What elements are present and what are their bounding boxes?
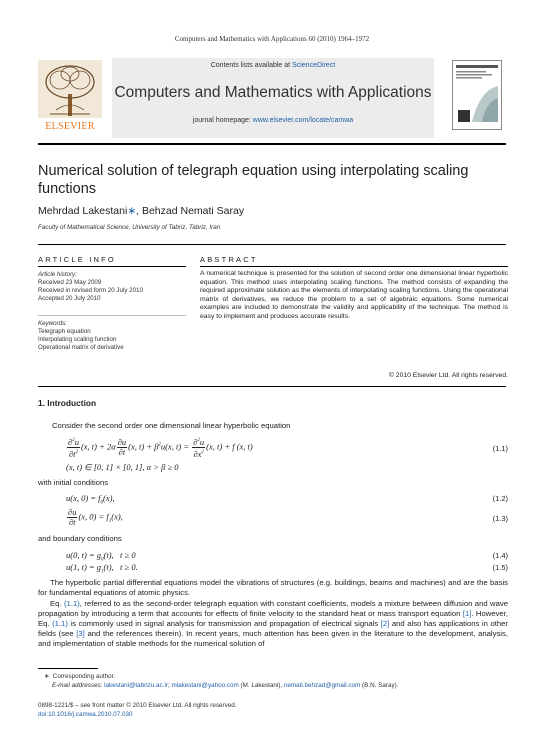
text-run: , referred to as the second-order telegraph equation with constant coefficients, models a mixture between diffusion and wave propagation by introducing a term that accounts for effects of finite velocity to the standard heat or mass transport equation — [38, 599, 509, 618]
keyword: Telegraph equation — [38, 328, 91, 335]
equation-1-3: $\frac{\partial u}{\partial t}$ (x, $0) = f_1(x)$, — [68, 507, 123, 527]
paragraph-telegraph — [38, 599, 508, 649]
text-run: (M. Lakestani), — [238, 682, 284, 689]
doi-text[interactable]: doi:10.1016/j.camwa.2010.07.030 — [38, 711, 133, 718]
accepted-date: Accepted 20 July 2010 — [38, 295, 101, 302]
footnote-text: Corresponding author. — [52, 673, 116, 680]
equation-number: (1.3) — [492, 514, 508, 523]
sciencedirect-link[interactable]: ScienceDirect — [292, 62, 336, 69]
affiliation: Faculty of Mathematical Science, University of Tabriz, Tabriz, Iran — [38, 224, 221, 231]
abstract-header: ABSTRACT — [200, 255, 258, 264]
author-name: Behzad Nemati Saray — [141, 205, 245, 217]
journal-banner — [112, 58, 434, 138]
citation-link[interactable]: [1] — [462, 609, 472, 618]
equation-number: (1.1) — [492, 444, 508, 453]
article-history — [38, 271, 188, 303]
text-run: (B.N. Saray). — [360, 682, 399, 689]
equation-lhs: u(x, 0) = f — [66, 493, 101, 503]
equation-1-1: $\frac{\partial^2u}{\partial t^2}$ (x, t) + 2α $\frac{\partial u}{\partial t}$ (x, $t) + \beta^2u(x$, t) = $\frac{\partial^2u}{\partial x^2}$ (x, t) + f (x, t) — [68, 436, 253, 459]
homepage-link[interactable]: www.elsevier.com/locate/camwa — [252, 117, 354, 124]
equation-ref[interactable]: (1.1) — [52, 619, 68, 628]
header-rule — [38, 143, 506, 145]
equation-1-4: u(0, $t) = g_0(t)$, t ≥ 0 — [66, 550, 136, 563]
email-link[interactable]: nemati.behzad@gmail.com — [283, 682, 361, 689]
article-info-header: ARTICLE INFO — [38, 255, 116, 264]
equation-lhs: u(1, t) = g — [66, 562, 102, 572]
citation-link[interactable]: [3] — [76, 629, 85, 638]
equation-ref[interactable]: (1.1) — [63, 599, 80, 608]
keywords-label: Keywords: — [38, 320, 67, 327]
keyword: Operational matrix of derivative — [38, 344, 124, 351]
initial-conditions-text: with initial conditions — [38, 478, 109, 487]
email-footnote — [52, 682, 398, 690]
corresponding-author-mark[interactable]: ∗ — [127, 205, 137, 217]
footnote-rule — [38, 668, 98, 669]
author-list — [38, 205, 244, 217]
intro-paragraph: Consider the second order one dimensional linear hyperbolic equation — [52, 421, 291, 430]
email-label: E-mail addresses: — [52, 682, 103, 689]
email-link[interactable]: lakestani@tabrizu.ac.ir — [104, 682, 168, 689]
abstract-rule — [200, 266, 508, 267]
equation-lhs: u(0, t) = g — [66, 550, 102, 560]
running-header: Computers and Mathematics with Applications 60 (2010) 1964–1972 — [174, 35, 370, 43]
text-run: and the references therein). In recent years, much attention has been given in the literature to the development, analysis, and implementation of stable methods for the numerical solution of — [38, 629, 508, 648]
citation-link[interactable]: [2] — [380, 619, 390, 628]
paragraph-hyperbolic: The hyperbolic partial differential equations model the vibrations of structures (e.g. buildings, beams and machines) and are the basis for fundamental equations of atomic physics. — [38, 578, 508, 597]
keyword: Interpolating scaling function — [38, 336, 117, 343]
issn-line: 0898-1221/$ – see front matter © 2010 Elsevier Ltd. All rights reserved. — [38, 702, 237, 709]
email-link[interactable]: mlakestani@yahoo.com — [171, 682, 239, 689]
corresponding-footnote — [44, 673, 115, 681]
journal-cover-image — [452, 60, 502, 130]
elsevier-tree-logo — [38, 60, 102, 126]
contents-line — [112, 62, 434, 69]
text-run: ; — [167, 682, 172, 689]
equation-1-2: u(x, $0) = f_0(x)$, — [66, 493, 115, 506]
text-run: is commonly used in signal analysis for transmission and propagation of electrical signals — [67, 619, 381, 628]
info-rule — [38, 244, 506, 245]
equation-1-5: u(1, $t) = g_1(t)$, t ≥ 0. — [66, 562, 138, 575]
doi-link[interactable] — [38, 711, 133, 719]
text-run: . However, Eq. — [38, 609, 508, 628]
abstract-end-rule — [38, 386, 506, 387]
paper-title: Numerical solution of telegraph equation using interpolating scaling functions — [38, 163, 469, 197]
received-date: Received 23 May 2009 — [38, 279, 102, 286]
contents-prefix: Contents lists available at — [210, 62, 293, 69]
copyright-line: © 2010 Elsevier Ltd. All rights reserved. — [388, 372, 508, 379]
revised-date: Received in revised form 20 July 2010 — [38, 287, 143, 294]
equation-number: (1.2) — [492, 494, 508, 503]
abstract-text: A numerical technique is presented for the solution of second order one dimensional linear hyperbolic equation. This method uses interpolating scaling functions. The method consists of expanding the required approximate solution as the elements of interpolating scaling functions. Using the operational matrix of derivatives, we reduce the problem to a set of algebraic equations. Some numerical examples are included to demonstrate the validity and applicability of the technique. The method is easy to implement and produces accurate results. — [200, 270, 508, 320]
boundary-conditions-text: and boundary conditions — [38, 534, 122, 543]
keywords-rule — [38, 315, 186, 316]
text-run: and also has applications in other fields (see — [38, 619, 508, 638]
article-info-rule — [38, 266, 186, 267]
text-run: Eq. — [50, 599, 64, 608]
author-name: Mehrdad Lakestani — [38, 205, 128, 217]
equation-number: (1.4) — [492, 551, 508, 560]
section-heading: 1. Introduction — [38, 398, 97, 408]
equation-domain: (x, t) ∈ [0, 1] × [0, 1], α > β ≥ 0 — [66, 462, 179, 472]
footnote-mark: ∗ — [44, 673, 50, 680]
keywords-block — [38, 320, 188, 352]
homepage-prefix: journal homepage: — [192, 117, 253, 124]
equation-number: (1.5) — [492, 563, 508, 572]
journal-homepage — [112, 117, 434, 124]
elsevier-wordmark: ELSEVIER — [45, 121, 95, 132]
author-separator: , — [136, 205, 142, 217]
journal-title: Computers and Mathematics with Applications — [114, 84, 432, 101]
history-label: Article history: — [38, 271, 77, 278]
